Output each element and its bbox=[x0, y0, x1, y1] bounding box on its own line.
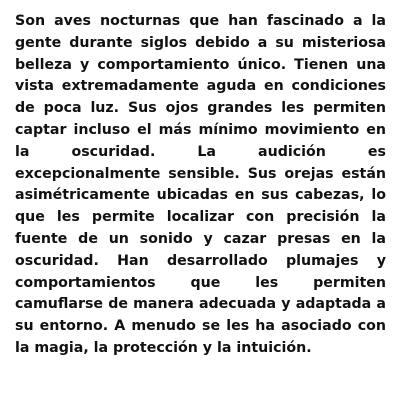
document-page bbox=[15, 11, 386, 360]
body-paragraph: Son aves nocturnas que han fascinado a la gente durante siglos debido a su misteriosa belleza y comportamiento único. Tienen una vista extremadamente aguda en condiciones de poca luz. Sus ojos grandes les permiten captar incluso el más mínimo movimiento en la oscuridad. La audición es excepcionalmente sensible. Sus orejas están asimétricamente ubicadas en sus cabezas, lo que les permite localizar con precisión la fuente de un sonido y cazar presas en la oscuridad. Han desarrollado plumajes y comportamientos que les permiten camuflarse de manera adecuada y adaptada a su entorno. A menudo se les ha asociado con la magia, la protección y la intuición. bbox=[15, 13, 386, 356]
